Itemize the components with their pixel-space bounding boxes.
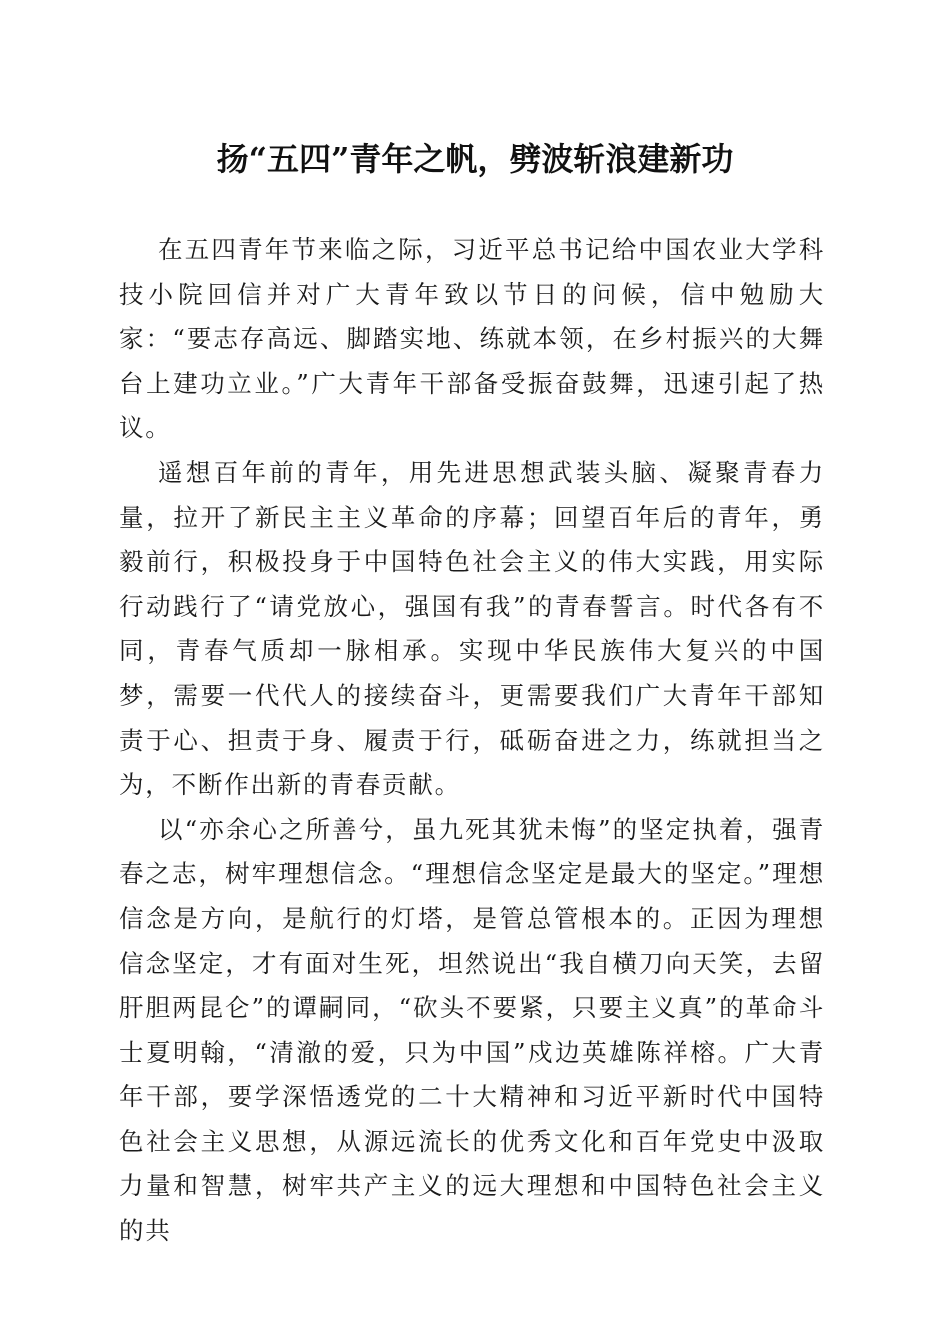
document-title: 扬“五四”青年之帆，劈波斩浪建新功 (216, 140, 734, 178)
paragraph-2: 遥想百年前的青年，用先进思想武装头脑、凝聚青春力量，拉开了新民主主义革命的序幕；回望百年后的青年，勇毅前行，积极投身于中国特色社会主义的伟大实践，用实际行动践行了“请党放心，强国有我”的青春誓言。时代各有不同，青春气质却一脉相承。实现中华民族伟大复兴的中国梦，需要一代代人的接续奋斗，更需要我们广大青年干部知责于心、担责于身、履责于行，砥砺奋进之力，练就担当之为，不断作出新的青春贡献。 (119, 457, 825, 800)
paragraph-1: 在五四青年节来临之际，习近平总书记给中国农业大学科技小院回信并对广大青年致以节日的问候，信中勉励大家：“要志存高远、脚踏实地、练就本领，在乡村振兴的大舞台上建功立业。”广大青年干部备受振奋鼓舞，迅速引起了热议。 (119, 235, 825, 443)
paragraph-3: 以“亦余心之所善兮，虽九死其犹未悔”的坚定执着，强青春之志，树牢理想信念。“理想信念坚定是最大的坚定。”理想信念是方向，是航行的灯塔，是管总管根本的。正因为理想信念坚定，才有面对生死，坦然说出“我自横刀向天笑，去留肝胆两昆仑”的谭嗣同，“砍头不要紧，只要主义真”的革命斗士夏明翰，“清澈的爱，只为中国”戍边英雄陈祥榕。广大青年干部，要学深悟透党的二十大精神和习近平新时代中国特色社会主义思想，从源远流长的优秀文化和百年党史中汲取力量和智慧，树牢共产主义的远大理想和中国特色社会主义的共 (119, 814, 825, 1246)
document-body (119, 228, 825, 1254)
